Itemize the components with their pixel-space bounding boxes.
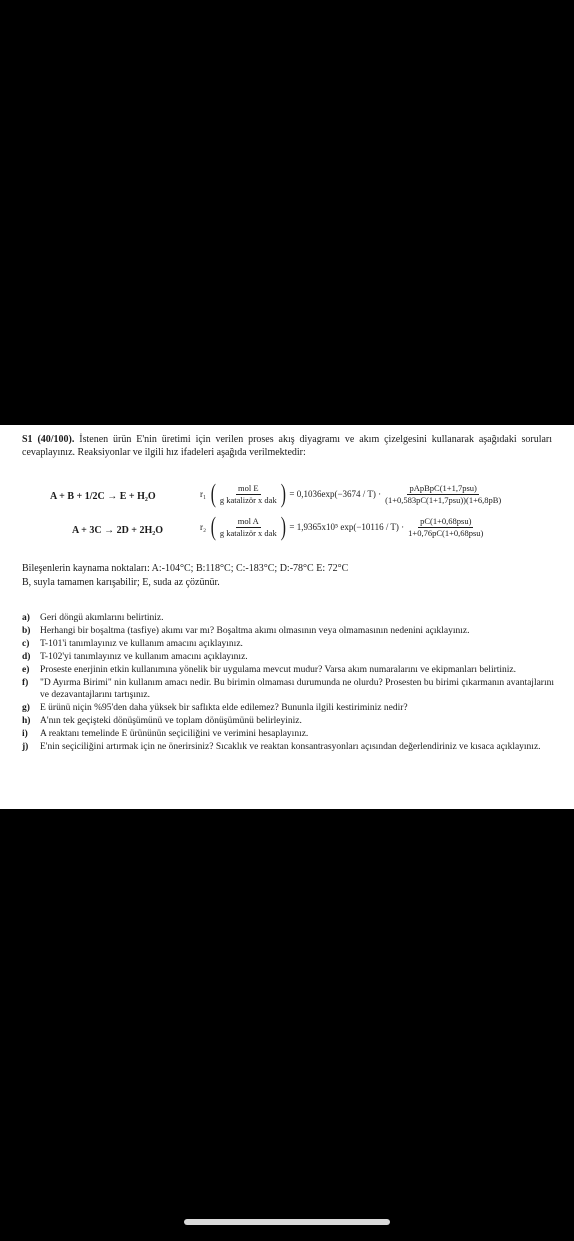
rate-1-arrhenius: = 0,1036exp(−3674 / T) · [289,489,382,499]
question-letter: e) [22,665,30,675]
question-intro [22,433,552,459]
question-letter: j) [22,742,29,752]
question-list [22,612,554,754]
question-text: T-102'yi tanımlayınız ve kullanım amacını açıklayınız. [40,652,248,662]
rate-expression-2 [200,514,485,540]
home-indicator[interactable] [184,1219,390,1225]
question-letter: h) [22,716,31,726]
question-text: T-101'i tanımlayınız ve kullanım amacını açıklayınız. [40,639,243,649]
boiling-points: Bileşenlerin kaynama noktaları: A:-104°C; B:118°C; C:-183°C; D:-78°C E: 72°C [22,563,349,574]
question-letter: g) [22,703,30,713]
question-item [22,638,554,650]
rate-2-kinetic-denominator: 1+0,76pC(1+0,68psu) [408,527,484,538]
rate-2-arrhenius: = 1,9365x10⁵ exp(−10116 / T) · [289,522,405,532]
document-page [0,425,574,809]
rate-2-units [218,516,279,539]
question-item [22,715,554,727]
miscibility-note: B, suyla tamamen karışabilir; E, suda az çözünür. [22,577,220,588]
right-paren: ) [280,512,286,541]
reaction-1-equation: A + B + 1/2C → E + H₂O [50,491,156,502]
rate-2-kinetic-numerator: pC(1+0,68psu) [420,515,472,526]
rate-2-unit-numerator: mol A [237,515,259,526]
rate-1-unit-numerator: mol E [237,482,259,493]
question-intro-text: İstenen ürün E'nin üretimi için verilen proses akış diyagramı ve akım çizelgesini kullanarak aşağıdaki soruları cevaplayınız. Reaksiyonlar ve ilgili hız ifadeleri aşağıda verilmektedir: [22,434,553,458]
reaction-2-equation: A + 3C → 2D + 2H₂O [72,525,164,536]
rate-2-unit-denominator: g katalizör x dak [219,527,277,538]
question-text: Proseste enerjinin etkin kullanımına yönelik bir uygulama mevcut mudur? Varsa akım numaralarını ve ekipmanları belirtiniz. [40,665,517,675]
question-text: E'nin seçiciliğini artırmak için ne önerirsiniz? Sıcaklık ve reaktan konsantrasyonları açısından değerlendiriniz ve kısaca açıklayınız. [40,742,541,752]
rate-1-kinetic-term [383,483,503,506]
question-letter: c) [22,639,30,649]
rate-1-kinetic-denominator: (1+0,583pC(1+1,7psu))(1+6,8pB) [385,494,502,505]
rate-2-label: r₂ [200,522,207,532]
question-text: E ürünü niçin %95'den daha yüksek bir saflıkta elde edilemez? Bununla ilgili kestiriminiz nedir? [40,703,408,713]
question-item [22,677,554,701]
question-text: "D Ayırma Birimi" nin kullanım amacı nedir. Bu birimin olmaması durumunda ne olurdu? Prosesten bu birimi çıkarmanın avantajlarını ve dezavantajlarını tartışınız. [40,678,554,700]
question-item [22,728,554,740]
question-letter: d) [22,652,31,662]
question-item [22,702,554,714]
question-text: Geri döngü akımlarını belirtiniz. [40,613,164,623]
question-item [22,651,554,663]
rate-2-kinetic-term [406,516,485,539]
rate-expression-1 [200,481,503,507]
question-letter: b) [22,626,31,636]
question-item [22,664,554,676]
rate-1-kinetic-numerator: pApBpC(1+1,7psu) [409,482,477,493]
question-letter: f) [22,678,29,688]
question-text: A'nın tek geçişteki dönüşümünü ve toplam dönüşümünü belirleyiniz. [40,716,302,726]
rate-1-unit-denominator: g katalizör x dak [219,494,277,505]
question-item [22,741,554,753]
question-text: A reaktanı temelinde E ürününün seçiciliğini ve verimini hesaplayınız. [40,729,309,739]
question-letter: i) [22,729,28,739]
question-letter: a) [22,613,30,623]
question-item [22,612,554,624]
question-text: Herhangi bir boşaltma (tasfiye) akımı var mı? Boşaltma akımı olmasının veya olmamasının nedenini açıklayınız. [40,626,470,636]
left-paren: ( [210,512,217,541]
left-paren: ( [210,479,217,508]
question-item [22,625,554,637]
rate-1-units [218,483,279,506]
right-paren: ) [280,479,286,508]
question-label: S1 (40/100). [22,434,75,445]
rate-1-label: r₁ [200,489,207,499]
